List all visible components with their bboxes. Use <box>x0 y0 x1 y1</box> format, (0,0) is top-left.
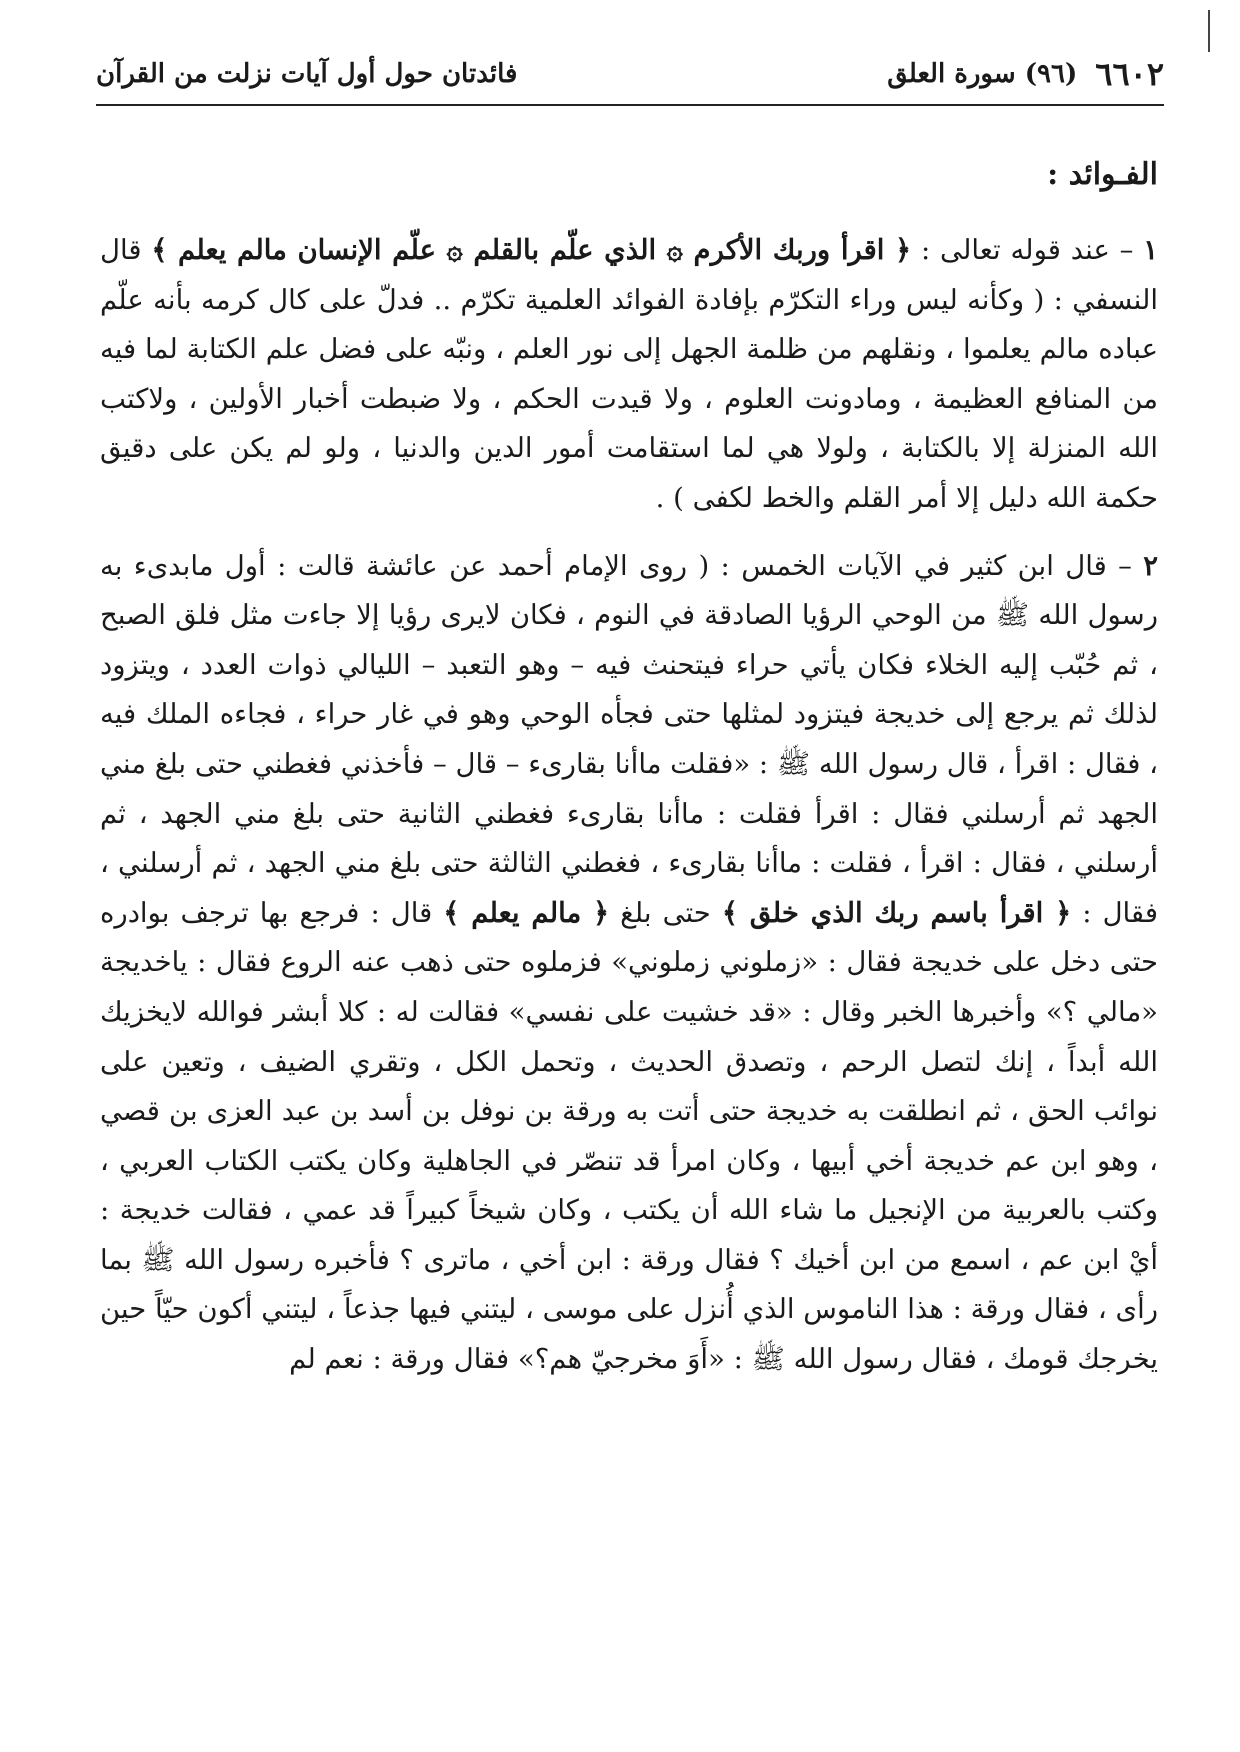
quran-quote: ﴿ اقرأ باسم ربك الذي خلق ﴾ <box>721 896 1072 929</box>
running-title: فائدتان حول أول آيات نزلت من القرآن <box>96 59 518 89</box>
page-number: ٦٦٠٢ <box>1095 55 1164 93</box>
page-body <box>100 150 1158 1385</box>
header-right-group <box>887 55 1164 93</box>
paragraph-number: ٢ <box>1143 549 1158 582</box>
text-span: حتى بلغ <box>609 896 722 929</box>
running-header <box>96 44 1164 106</box>
quran-quote: ﴿ مالم يعلم ﴾ <box>443 896 610 929</box>
section-title: الفـوائد : <box>1047 157 1158 192</box>
text-span: قال : فرجع بها ترجف بوادره حتى دخل على خديجة فقال : «زملوني زملوني» فزملوه حتى ذهب عنه الروع فقال : ياخديجة «مالي ؟» وأخبرها الخبر وقال : «قد خشيت على نفسي» فقالت له : كلا أبشر فوالله لايخزيك الله أبداً ، إنك لتصل الرحم ، وتصدق الحديث ، وتحمل الكل ، وتقري الضيف ، وتعين على نوائب الحق ، ثم انطلقت به خديجة حتى أتت به ورقة بن نوفل بن أسد بن عبد العزى بن قصي ، وهو ابن عم خديجة أخي أبيها ، وكان امرأ قد تنصّر في الجاهلية وكان يكتب الكتاب العربي ، وكتب بالعربية من الإنجيل ما شاء الله أن يكتب ، وكان شيخاً كبيراً قد عمي ، فقالت خديجة : أيْ ابن عم ، اسمع من ابن أخيك ؟ فقال ورقة : ابن أخي ، ماترى ؟ فأخبره رسول الله ﷺ بما رأى ، فقال ورقة : هذا الناموس الذي أُنزل على موسى ، ليتني فيها جذعاً ، ليتني أكون حيّاً حين يخرجك قومك ، فقال رسول الله ﷺ : «أَوَ مخرجيّ هم؟» فقال ورقة : نعم لم <box>100 896 1158 1376</box>
quran-quote: ﴿ اقرأ وربك الأكرم ۞ الذي علّم بالقلم ۞ علّم الإنسان مالم يعلم ﴾ <box>151 234 912 266</box>
text-span: – قال ابن كثير في الآيات الخمس : ( روى الإمام أحمد عن عائشة قالت : أول مابدىء به رسول الله ﷺ من الوحي الرؤيا الصادقة في النوم ، فكان لايرى رؤيا إلا جاءت مثل فلق الصبح ، ثم حُبّب إليه الخلاء فكان يأتي حراء فيتحنث فيه – وهو التعبد – الليالي ذوات العدد ، ويتزود لذلك ثم يرجع إلى خديجة فيتزود لمثلها حتى فجأه الوحي وهو في غار حراء ، فجاءه الملك فيه ، فقال : اقرأ ، قال رسول الله ﷺ : «فقلت ماأنا بقارىء – قال – فأخذني فغطني حتى بلغ مني الجهد ثم أرسلني فقال : اقرأ فقلت : ماأنا بقارىء فغطني الثانية حتى بلغ مني الجهد ، ثم أرسلني ، فقال : اقرأ ، فقلت : ماأنا بقارىء ، فغطني الثالثة حتى بلغ مني الجهد ، ثم أرسلني ، فقال : <box>100 549 1158 929</box>
text-span: – عند قوله تعالى : <box>911 234 1144 266</box>
surah-label: (٩٦) سورة العلق <box>887 59 1078 89</box>
text-span: قال النسفي : ( وكأنه ليس وراء التكرّم بإفادة الفوائد العلمية تكرّم .. فدلّ على كال كرمه بأنه علّم عباده مالم يعلموا ، ونقلهم من ظلمة الجهل إلى نور العلم ، ونبّه على فضل علم الكتابة لما فيه من المنافع العظيمة ، ومادونت العلوم ، ولا قيدت الحكم ، ولا ضبطت أخبار الأولين ، ولاكتب الله المنزلة إلا بالكتابة ، ولولا هي لما استقامت أمور الدين والدنيا ، ولو لم يكن على دقيق حكمة الله دليل إلا أمر القلم والخط لكفى ) . <box>100 234 1158 514</box>
paragraph-1 <box>100 226 1158 524</box>
paragraph-number: ١ <box>1143 234 1158 266</box>
margin-mark <box>1208 10 1210 52</box>
paragraph-2 <box>100 542 1158 1385</box>
